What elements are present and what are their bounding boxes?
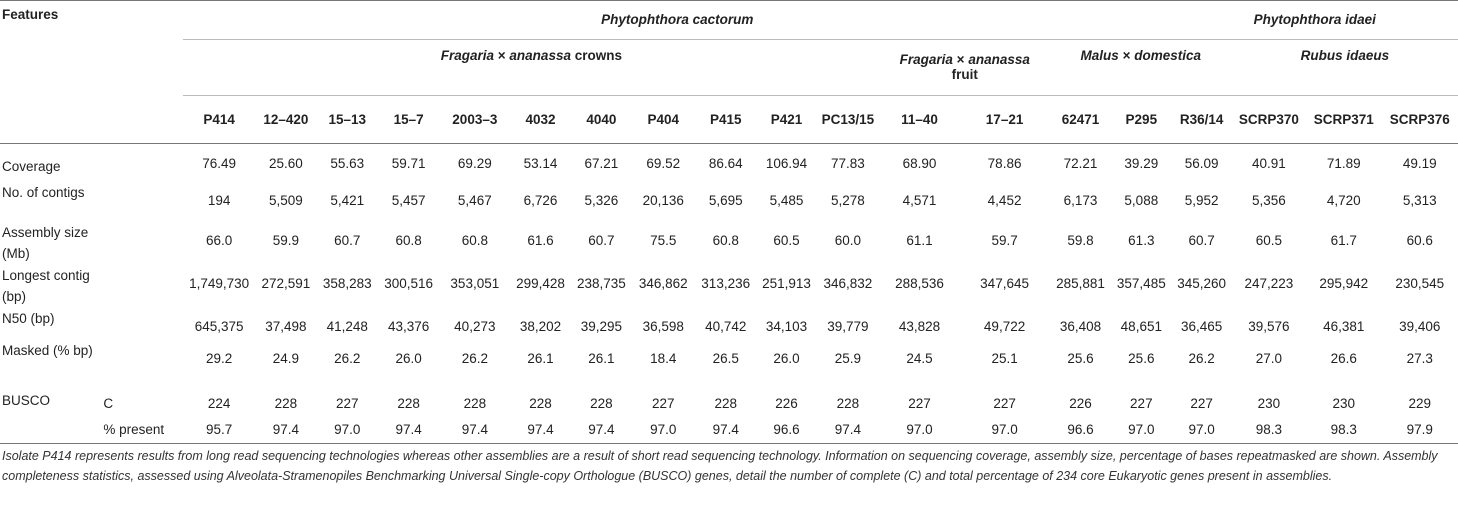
table-cell: 25.6 <box>1128 351 1155 366</box>
table-cell: 25.60 <box>268 155 303 171</box>
row-label: N50 (bp) <box>2 311 55 326</box>
host-genus: Malus <box>1080 47 1119 63</box>
host-epithet: ananassa <box>968 52 1030 67</box>
table-cell: 78.86 <box>987 155 1022 171</box>
table-cell: 5,952 <box>1184 193 1219 208</box>
isolate-header: 4040 <box>571 95 632 143</box>
species-header: Phytophthora idaei <box>1171 1 1458 39</box>
features-header: Features <box>0 1 183 143</box>
table-cell: 49,722 <box>983 319 1026 334</box>
row-sublabel <box>103 339 183 379</box>
table-cell: 77.83 <box>831 155 865 171</box>
table-cell: 39,295 <box>580 319 622 334</box>
table-cell: 5,088 <box>1124 193 1159 208</box>
table-row <box>0 181 1458 221</box>
table-cell: 5,421 <box>330 193 365 208</box>
isolate-header: P295 <box>1111 95 1171 143</box>
table-cell: 25.6 <box>1067 351 1094 366</box>
table-cell: 26.2 <box>461 351 488 366</box>
host-genus: Fragaria <box>440 47 494 63</box>
table-cell: 251,913 <box>762 276 811 291</box>
table-cell: 34,103 <box>765 319 808 334</box>
table-cell: 27.0 <box>1255 351 1283 366</box>
row-label: Coverage <box>2 158 61 174</box>
table-cell: 61.3 <box>1128 233 1155 248</box>
table-cell: 230 <box>1332 396 1356 411</box>
table-cell: 97.0 <box>959 417 1049 443</box>
table-cell: 29.2 <box>205 351 233 366</box>
table-cell: 97.9 <box>1381 417 1458 443</box>
table-cell: 60.0 <box>834 233 862 248</box>
table-cell: 59.71 <box>391 155 426 171</box>
table-cell: 26.0 <box>773 351 800 366</box>
isolate-header: SCRP370 <box>1232 95 1306 143</box>
row-sublabel <box>103 221 183 264</box>
table-cell: 1,749,730 <box>189 276 250 291</box>
table-cell: 97.0 <box>880 417 960 443</box>
table-cell: 300,516 <box>384 276 434 291</box>
table-cell: 227 <box>908 396 931 411</box>
table-cell: 230 <box>1257 396 1281 411</box>
table-cell: 97.4 <box>255 417 316 443</box>
table-cell: 26.5 <box>712 351 739 366</box>
table-cell: 40,273 <box>454 319 496 334</box>
table-cell: 39,406 <box>1399 319 1441 334</box>
table-cell: 60.8 <box>712 233 739 248</box>
row-sublabel <box>103 264 183 307</box>
table-cell: 60.8 <box>395 233 422 248</box>
table-cell: 61.6 <box>527 233 554 248</box>
table-cell: 24.9 <box>272 351 299 366</box>
table-cell: 358,283 <box>322 276 372 291</box>
host-genus: Fragaria <box>899 52 953 67</box>
host-genus: Rubus idaeus <box>1300 47 1390 63</box>
table-cell: 227 <box>1130 396 1153 411</box>
table-cell: 5,326 <box>584 193 619 208</box>
table-cell: 5,695 <box>708 193 743 208</box>
table-cell: 60.7 <box>588 233 615 248</box>
table-cell: 75.5 <box>650 233 677 248</box>
table-cell: 60.5 <box>773 233 800 248</box>
isolate-header: P404 <box>632 95 694 143</box>
host-header <box>880 39 1050 95</box>
table-cell: 49.19 <box>1402 155 1437 171</box>
isolate-header: P421 <box>757 95 816 143</box>
table-cell: 272,591 <box>261 276 311 291</box>
table-cell: 59.9 <box>272 233 299 248</box>
table-cell: 96.6 <box>757 417 816 443</box>
host-header <box>183 39 880 95</box>
table-cell: 228 <box>836 396 860 411</box>
row-label: No. of contigs <box>2 185 85 200</box>
table-cell: 228 <box>397 396 420 411</box>
table-cell: 97.4 <box>694 417 756 443</box>
row-label: Assembly size (Mb) <box>2 225 89 261</box>
table-cell: 238,735 <box>576 276 626 291</box>
table-cell: 347,645 <box>980 276 1029 291</box>
isolate-header: 11–40 <box>880 95 960 143</box>
table-cell: 24.5 <box>906 351 933 366</box>
table-cell: 5,356 <box>1252 193 1286 208</box>
table-cell: 40,742 <box>705 319 747 334</box>
table-cell: 36,598 <box>642 319 684 334</box>
table-cell: 4,571 <box>902 193 937 208</box>
table-cell: 6,173 <box>1063 193 1098 208</box>
table-cell: 97.4 <box>816 417 880 443</box>
table-cell: 247,223 <box>1244 276 1294 291</box>
table-cell: 26.6 <box>1330 351 1357 366</box>
table-cell: 228 <box>274 396 298 411</box>
table-cell: 25.1 <box>991 351 1018 366</box>
table-cell: 97.4 <box>439 417 510 443</box>
table-cell: 4,452 <box>987 193 1022 208</box>
table-cell: 60.7 <box>1188 233 1215 248</box>
row-label: BUSCO <box>2 393 51 408</box>
isolate-header: SCRP371 <box>1306 95 1381 143</box>
table-cell: 295,942 <box>1319 276 1369 291</box>
table-cell: 645,375 <box>194 319 244 334</box>
table-cell: 97.0 <box>632 417 694 443</box>
table-cell: 6,726 <box>523 193 558 208</box>
species-header: Phytophthora cactorum <box>183 1 1171 39</box>
table-cell: 26.2 <box>1188 351 1215 366</box>
table-cell: 227 <box>651 396 675 411</box>
table-cell: 36,408 <box>1059 319 1102 334</box>
table-cell: 40.91 <box>1252 155 1286 171</box>
table-row <box>0 307 1458 339</box>
row-sublabel: % present <box>103 417 183 443</box>
table-cell: 86.64 <box>708 155 743 171</box>
isolate-header: 4032 <box>510 95 570 143</box>
isolate-header: P414 <box>183 95 255 143</box>
host-header <box>1232 39 1458 95</box>
table-cell: 224 <box>207 396 231 411</box>
table-cell: 18.4 <box>650 351 677 366</box>
isolate-header: PC13/15 <box>816 95 880 143</box>
host-tissue: crowns <box>570 47 622 63</box>
table-cell: 53.14 <box>523 155 558 171</box>
table-cell: 67.21 <box>584 155 619 171</box>
table-row <box>0 417 1458 443</box>
table-cell: 5,278 <box>831 193 865 208</box>
table-row <box>0 339 1458 379</box>
table-cell: 27.3 <box>1406 351 1433 366</box>
table-cell: 20,136 <box>642 193 684 208</box>
table-cell: 61.1 <box>906 233 933 248</box>
table-cell: 97.4 <box>571 417 632 443</box>
table-cell: 26.1 <box>588 351 615 366</box>
table-cell: 106.94 <box>765 155 808 171</box>
table-cell: 60.5 <box>1255 233 1283 248</box>
table-cell: 98.3 <box>1306 417 1381 443</box>
table-cell: 97.4 <box>510 417 570 443</box>
table-cell: 95.7 <box>183 417 255 443</box>
table-cell: 60.6 <box>1406 233 1433 248</box>
table-cell: 38,202 <box>519 319 562 334</box>
row-sublabel <box>103 143 183 181</box>
table-cell: 71.89 <box>1326 155 1361 171</box>
isolate-header: 62471 <box>1050 95 1111 143</box>
table-cell: 5,457 <box>391 193 426 208</box>
table-cell: 41,248 <box>326 319 368 334</box>
table-cell: 72.21 <box>1063 155 1098 171</box>
table-cell: 313,236 <box>701 276 751 291</box>
table-cell: 39,576 <box>1248 319 1290 334</box>
table-cell: 43,828 <box>898 319 941 334</box>
row-sublabel <box>103 181 183 221</box>
isolate-header: 15–13 <box>317 95 378 143</box>
isolate-header: 17–21 <box>959 95 1049 143</box>
row-label: Longest contig (bp) <box>2 268 90 304</box>
table-cell: 228 <box>529 396 552 411</box>
table-cell: 228 <box>714 396 737 411</box>
table-cell: 353,051 <box>450 276 500 291</box>
table-cell: 59.8 <box>1067 233 1094 248</box>
table-cell: 227 <box>335 396 359 411</box>
table-cell: 66.0 <box>205 233 233 248</box>
table-cell: 228 <box>590 396 613 411</box>
table-cell: 299,428 <box>516 276 565 291</box>
isolate-header: 15–7 <box>378 95 439 143</box>
table-cell: 97.0 <box>317 417 378 443</box>
table-cell: 228 <box>463 396 487 411</box>
table-cell: 69.52 <box>646 155 681 171</box>
table-cell: 5,467 <box>457 193 492 208</box>
table-cell: 46,381 <box>1323 319 1365 334</box>
host-epithet: ananassa <box>509 47 571 63</box>
host-epithet: domestica <box>1134 47 1202 63</box>
row-label <box>0 417 103 443</box>
table-cell: 48,651 <box>1120 319 1162 334</box>
table-cell: 230,545 <box>1395 276 1445 291</box>
table-cell: 26.2 <box>334 351 361 366</box>
host-tissue: fruit <box>951 67 978 82</box>
isolate-header: 2003–3 <box>439 95 510 143</box>
table-cell: 56.09 <box>1184 155 1219 171</box>
table-cell: 43,376 <box>387 319 430 334</box>
table-cell: 227 <box>1190 396 1213 411</box>
host-cross: × <box>1122 47 1131 63</box>
table-cell: 4,720 <box>1326 193 1361 208</box>
table-cell: 61.7 <box>1330 233 1357 248</box>
table-cell: 39,779 <box>827 319 869 334</box>
table-cell: 226 <box>1069 396 1092 411</box>
table-cell: 285,881 <box>1056 276 1105 291</box>
table-cell: 39.29 <box>1124 155 1159 171</box>
table-row <box>0 143 1458 181</box>
table-cell: 36,465 <box>1180 319 1223 334</box>
table-cell: 26.0 <box>395 351 422 366</box>
row-sublabel <box>103 307 183 339</box>
table-cell: 226 <box>775 396 798 411</box>
isolate-header: P415 <box>694 95 756 143</box>
isolate-header: SCRP376 <box>1381 95 1458 143</box>
table-row <box>0 379 1458 417</box>
table-cell: 26.1 <box>527 351 554 366</box>
table-cell: 59.7 <box>991 233 1018 248</box>
row-sublabel: C <box>103 396 114 411</box>
table-cell: 97.0 <box>1111 417 1171 443</box>
table-cell: 60.7 <box>334 233 361 248</box>
table-cell: 98.3 <box>1232 417 1306 443</box>
table-cell: 25.9 <box>834 351 862 366</box>
host-header <box>1050 39 1232 95</box>
table-cell: 68.90 <box>902 155 937 171</box>
table-cell: 60.8 <box>461 233 488 248</box>
table-cell: 5,313 <box>1402 193 1437 208</box>
table-cell: 55.63 <box>330 155 365 171</box>
table-cell: 346,832 <box>823 276 873 291</box>
table-cell: 96.6 <box>1050 417 1111 443</box>
table-row <box>0 264 1458 307</box>
table-cell: 5,485 <box>769 193 804 208</box>
table-cell: 37,498 <box>265 319 307 334</box>
isolate-header: 12–420 <box>255 95 316 143</box>
table-cell: 97.0 <box>1171 417 1231 443</box>
host-cross: × <box>497 47 506 63</box>
table-cell: 5,509 <box>268 193 303 208</box>
table-cell: 346,862 <box>638 276 688 291</box>
table-cell: 229 <box>1408 396 1431 411</box>
table-cell: 69.29 <box>457 155 492 171</box>
table-cell: 194 <box>207 193 231 208</box>
table-footnote: Isolate P414 represents results from long read sequencing technologies whereas other assemblies are a result of short read sequencing technology. Information on sequencing coverage, assembly size, percentage of bases repeatmasked are shown. Assembly completeness statistics, assessed using Alveolata-Stramenopiles Benchmarking Universal Single-copy Orthologue (BUSCO) genes, detail the number of complete (C) and total percentage of 234 core Eukaryotic genes present in assemblies. <box>2 449 1438 483</box>
table-cell: 288,536 <box>895 276 944 291</box>
table-cell: 345,260 <box>1177 276 1227 291</box>
table-cell: 97.4 <box>378 417 439 443</box>
table-row <box>0 221 1458 264</box>
host-cross: × <box>956 52 965 67</box>
row-label: Masked (% bp) <box>2 343 93 358</box>
table-cell: 357,485 <box>1116 276 1166 291</box>
table-cell: 227 <box>993 396 1016 411</box>
isolate-header: R36/14 <box>1171 95 1231 143</box>
table-cell: 76.49 <box>202 155 236 171</box>
